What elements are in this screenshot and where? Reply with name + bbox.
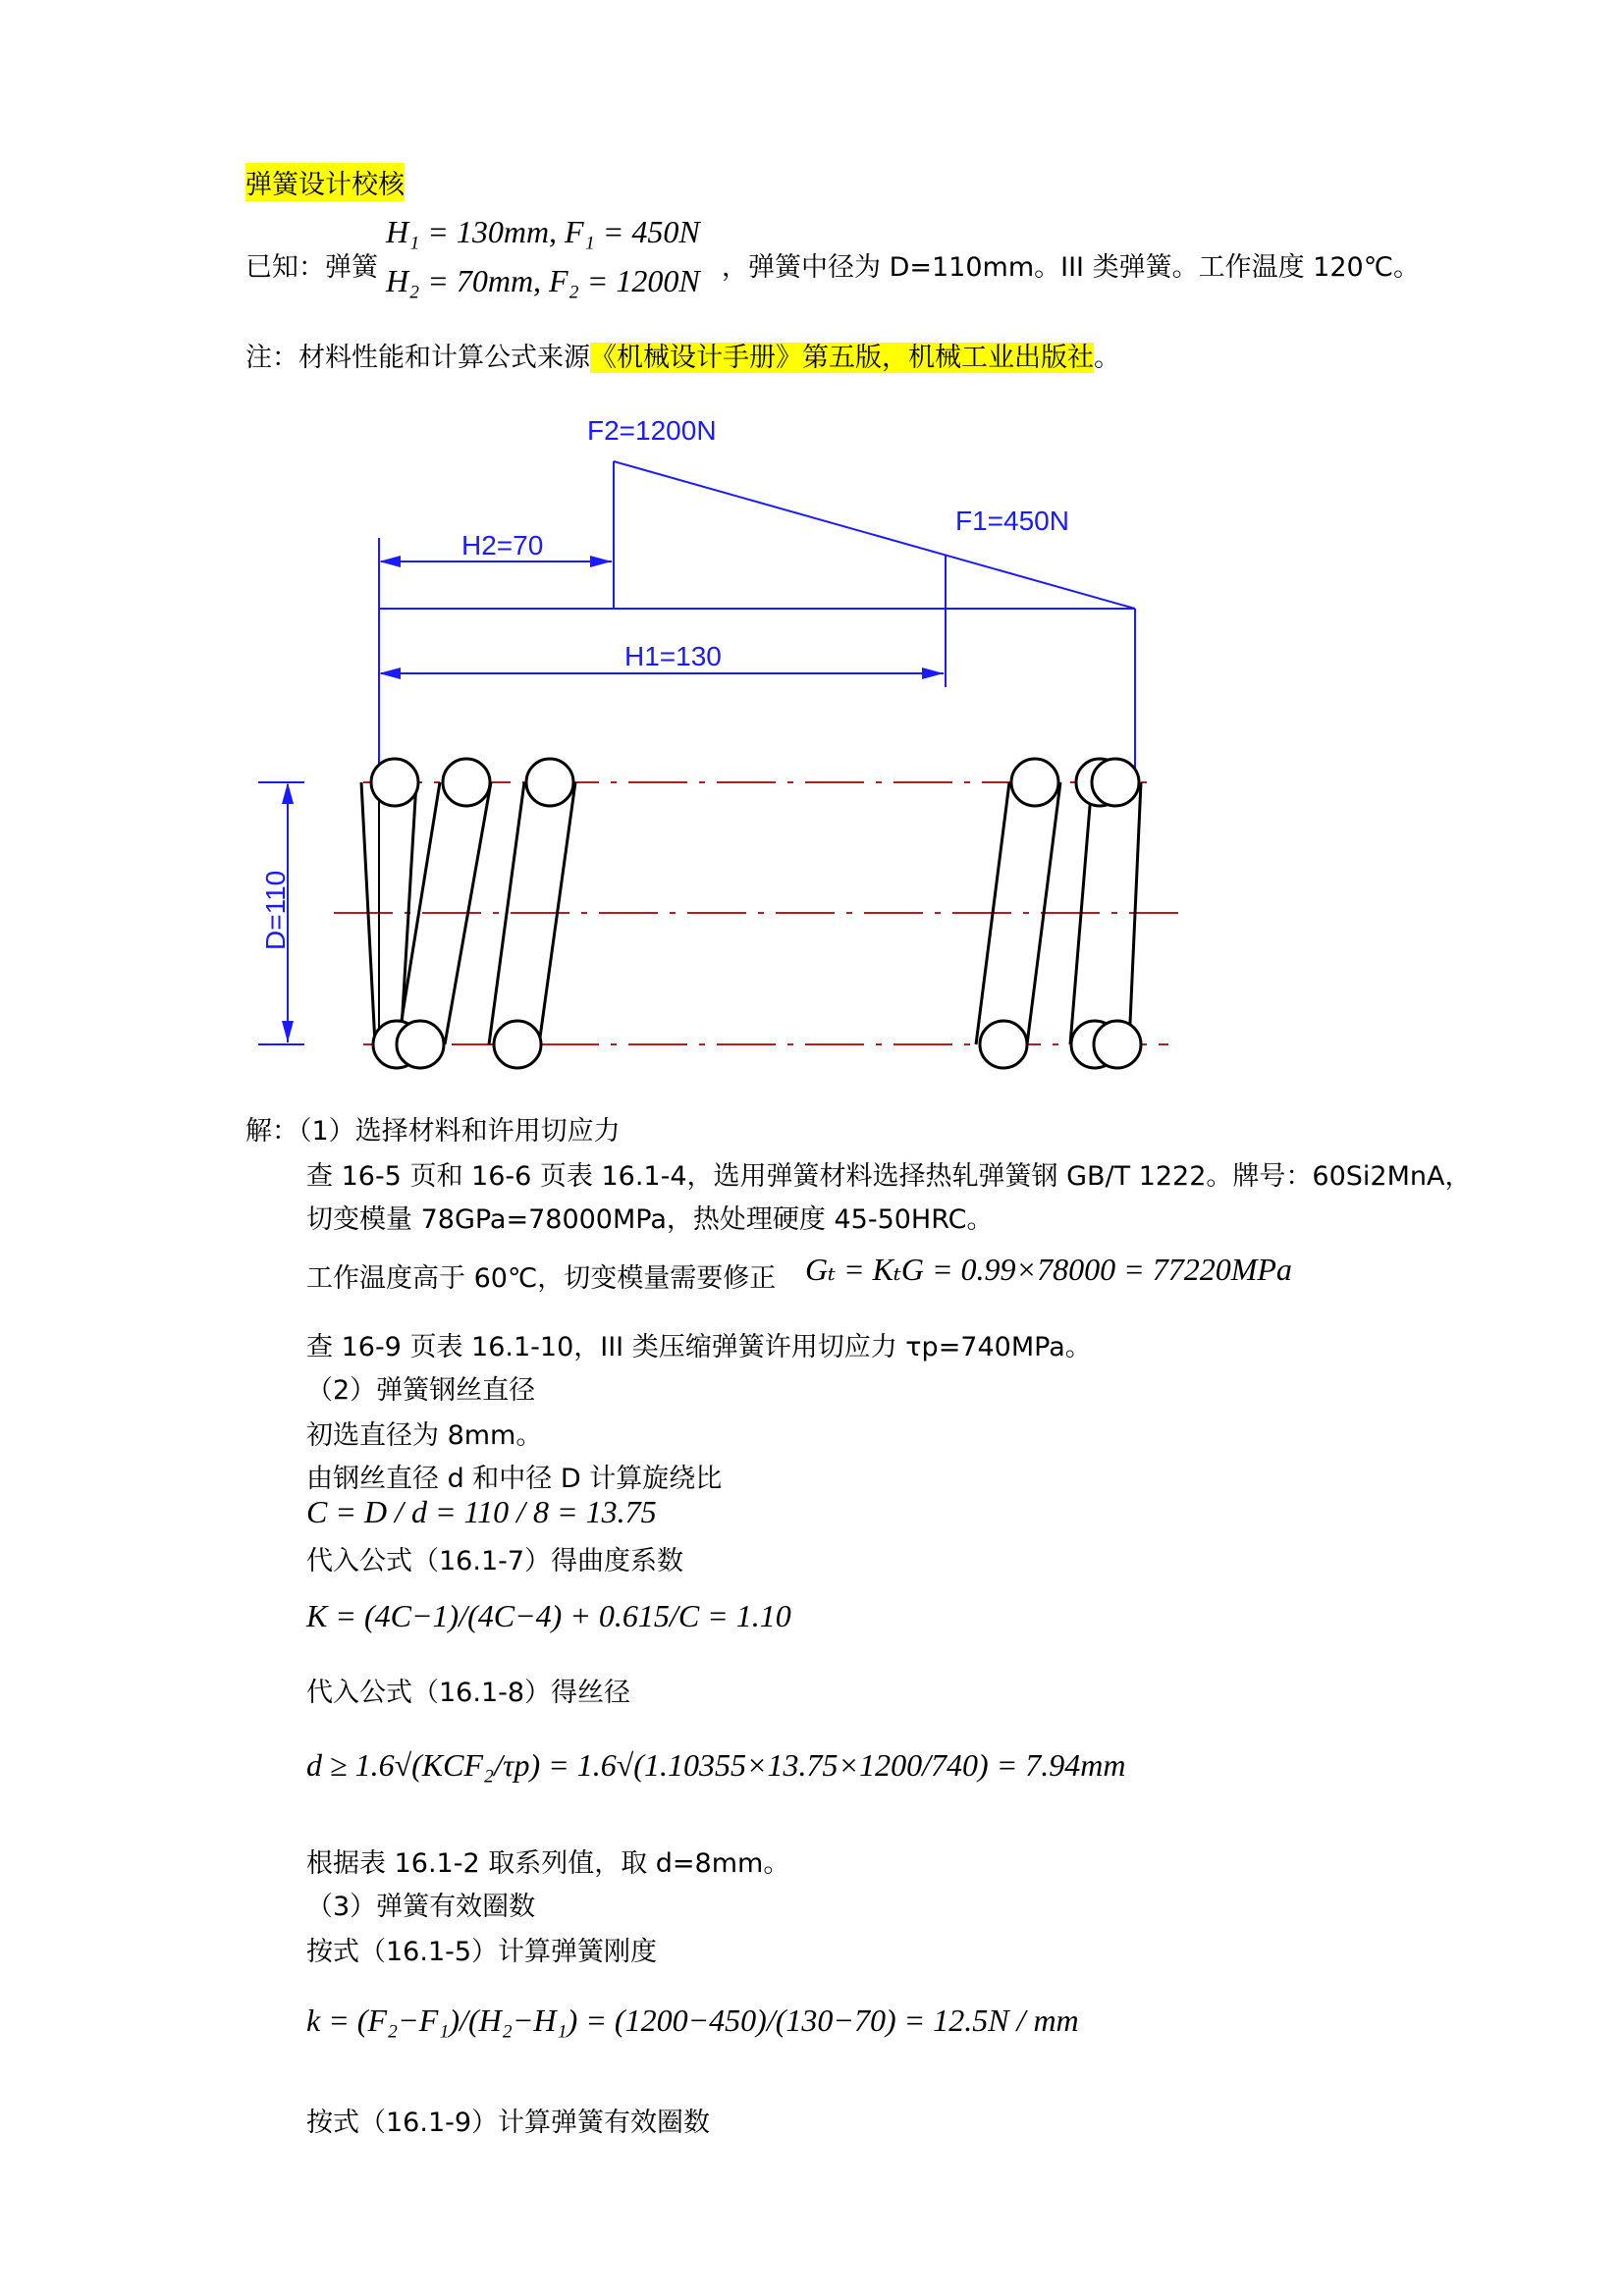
- wire-diameter-formula: d ≥ 1.6√(KCF₂/τp) = 1.6√(1.10355×13.75×1200/740) = 7.94mm: [306, 1747, 1126, 1783]
- section2-line1: 初选直径为 8mm。: [306, 1420, 543, 1451]
- solution-p1-line2: 切变模量 78GPa=78000MPa，热处理硬度 45-50HRC。: [306, 1204, 994, 1235]
- f2-label: F2=1200N: [587, 415, 717, 446]
- section2-head: （2）弹簧钢丝直径: [306, 1375, 536, 1406]
- section2-line4: 代入公式（16.1-8）得丝径: [306, 1678, 631, 1708]
- note-source: 《机械设计手册》第五版，机械工业出版社: [590, 343, 1094, 373]
- spring-diagram: [0, 0, 1624, 1080]
- solution-p3: 查 16-9 页表 16.1-10，III 类压缩弹簧许用切应力 τp=740MPa。: [306, 1332, 1092, 1362]
- solution-p2-text: 工作温度高于 60℃，切变模量需要修正: [306, 1263, 777, 1294]
- curvature-formula: K = (4C−1)/(4C−4) + 0.615/C = 1.10: [306, 1598, 791, 1633]
- d-label: D=110: [260, 870, 291, 950]
- spring-index-formula: C = D / d = 110 / 8 = 13.75: [306, 1494, 657, 1529]
- note-suffix: 。: [1094, 343, 1120, 373]
- given-formula-line1: H₁ = 130mm, F₁ = 450N: [386, 214, 700, 249]
- note-prefix: 注：材料性能和计算公式来源: [245, 343, 590, 373]
- solution-head: 解：（1）选择材料和许用切应力: [245, 1116, 621, 1147]
- h2-label: H2=70: [461, 530, 544, 561]
- section2-line5: 根据表 16.1-2 取系列值，取 d=8mm。: [306, 1848, 790, 1879]
- section3-line1: 按式（16.1-5）计算弹簧刚度: [306, 1937, 658, 1967]
- modulus-formula: Gₜ = KₜG = 0.99×78000 = 77220MPa: [805, 1252, 1292, 1287]
- section3-line2: 按式（16.1-9）计算弹簧有效圈数: [306, 2108, 711, 2138]
- given-suffix: ，弹簧中径为 D=110mm。III 类弹簧。工作温度 120℃。: [722, 252, 1421, 283]
- f1-label: F1=450N: [955, 506, 1069, 536]
- section2-line2: 由钢丝直径 d 和中径 D 计算旋绕比: [306, 1464, 723, 1494]
- page-title: 弹簧设计校核: [245, 163, 405, 201]
- h1-label: H1=130: [624, 641, 722, 671]
- stiffness-formula: k = (F₂−F₁)/(H₂−H₁) = (1200−450)/(130−70) = 12.5N / mm: [306, 2002, 1079, 2038]
- given-prefix: 已知：弹簧: [245, 252, 378, 283]
- solution-p1-line1: 查 16-5 页和 16-6 页表 16.1-4，选用弹簧材料选择热轧弹簧钢 GB/T 1222。牌号：60Si2MnA，: [306, 1161, 1472, 1192]
- given-formula-line2: H₂ = 70mm, F₂ = 1200N: [386, 263, 700, 298]
- section3-head: （3）弹簧有效圈数: [306, 1892, 536, 1922]
- section2-line3: 代入公式（16.1-7）得曲度系数: [306, 1546, 684, 1576]
- center-lines: [334, 782, 1178, 1044]
